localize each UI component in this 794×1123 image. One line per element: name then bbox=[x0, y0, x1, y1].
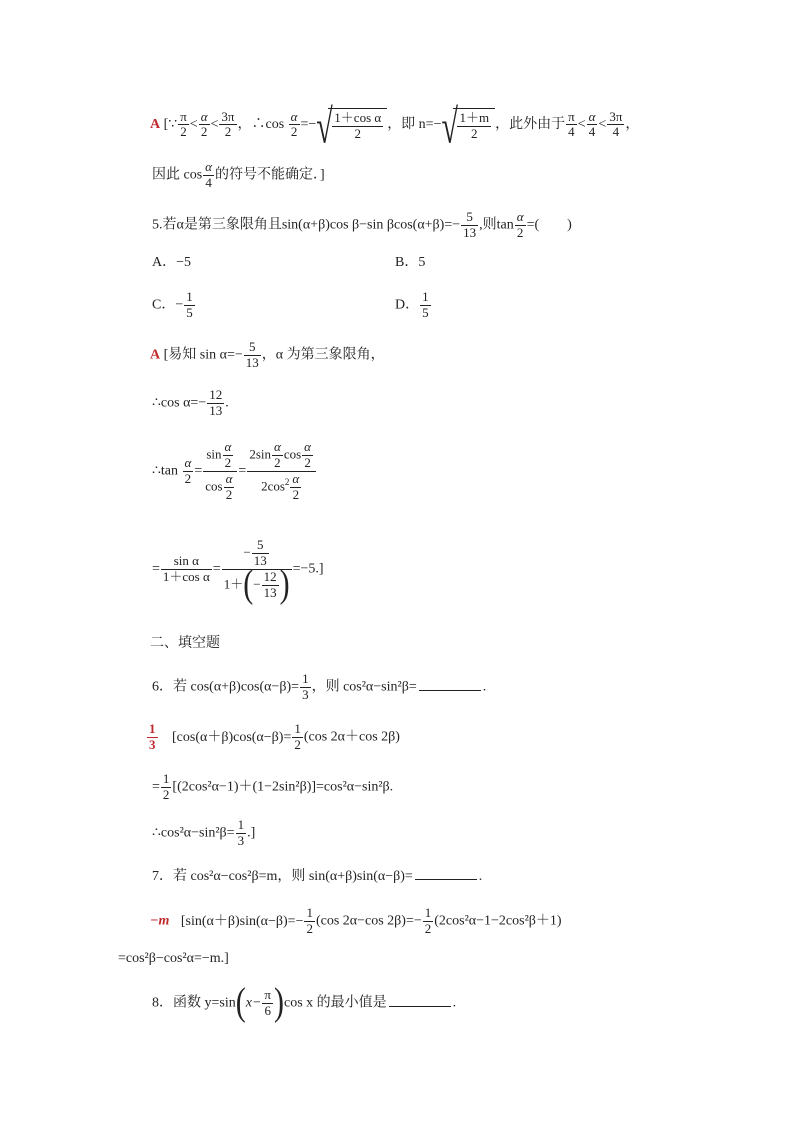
fraction: $\frac{1}{3}$ bbox=[302, 671, 309, 702]
fraction: $\frac{1}{2}$ bbox=[162, 771, 170, 802]
sqrt-expr: √ $\frac{\text{1＋cos α}}{2}$ bbox=[316, 108, 387, 142]
fraction: $\frac{\pi}{2}$ bbox=[180, 108, 187, 140]
q5-answer-line3: ∴tan $\frac{\alpha}{2}$ = sin $\frac{\alpha}{2}$ cos $\frac{\alpha}{2}$ = 2sin $\frac{\alpha}{2}$ cos $\frac{\alpha}{2}$ $2\cos^2$ $\frac{\alpha}{2}$ bbox=[152, 440, 317, 503]
fraction: $\frac{\alpha}{2}$ bbox=[290, 108, 298, 140]
fraction: $\frac{\alpha}{2}$ bbox=[184, 454, 192, 486]
fraction: $\frac{5}{13}$ bbox=[463, 209, 477, 240]
q4-answer-line1: A [∵ $\frac{\pi}{2}$ < $\frac{\alpha}{2}$ < $\frac{3\pi}{2}$ ，∴cos $\frac{\alpha}{2}$ =− √ $\frac{\text{1＋cos α}}{2}$ ，即 n=− √ $\frac{1+m}{2}$ ，此外由于 $\frac{\pi}{4}$ < $\frac{\alpha}{4}$ < $\frac{3\pi}{4}$ ， bbox=[150, 108, 639, 142]
section-title: 二、填空题 bbox=[150, 635, 220, 651]
answer-blank[interactable] bbox=[389, 1005, 451, 1007]
answer-letter: A bbox=[150, 117, 161, 133]
fraction: $\frac{\alpha}{4}$ bbox=[588, 108, 596, 140]
fraction: $\frac{1}{5}$ bbox=[186, 289, 193, 320]
q5-option-c[interactable]: C．− $\frac{1}{5}$ bbox=[152, 289, 193, 320]
fraction: $\frac{3\pi}{4}$ bbox=[609, 108, 623, 140]
fraction: $\frac{\alpha}{4}$ bbox=[205, 159, 212, 190]
answer-blank[interactable] bbox=[419, 689, 481, 691]
q8-stem: 8．函数 y=sin(x− $\frac{\pi}{6}$ )cos x 的最小值是 . bbox=[152, 981, 457, 1025]
answer-fraction: $\frac{1}{3}$ bbox=[149, 721, 156, 752]
fraction: $\frac{\text{sin α}}{\text{1＋cos α}}$ bbox=[162, 552, 210, 584]
q5-option-a[interactable]: A．−5 bbox=[152, 255, 192, 270]
fraction: $\frac{\pi}{6}$ bbox=[264, 987, 271, 1018]
q5-option-d[interactable]: D． $\frac{1}{5}$ bbox=[395, 289, 429, 320]
q5-answer-line2: ∴cos α=− $\frac{12}{13}$ . bbox=[152, 387, 229, 418]
q7-answer-line1: −m [sin(α＋β)sin(α−β)=− $\frac{1}{2}$ (cos 2α−cos 2β)=− $\frac{1}{2}$ (2cos²α−1−2cos²β＋1) bbox=[150, 905, 562, 936]
q7-stem: 7．若 cos²α−cos²β=m，则 sin(α+β)sin(α−β)= . bbox=[152, 869, 483, 884]
fraction: $\frac{1}{3}$ bbox=[237, 817, 245, 848]
q6-answer-line1: $\frac{1}{3}$ [cos(α＋β)cos(α−β)= $\frac{1}{2}$ (cos 2α＋cos 2β) bbox=[149, 721, 400, 752]
fraction: $\frac{3\pi}{2}$ bbox=[221, 108, 235, 140]
fraction: $\frac{1}{2}$ bbox=[424, 905, 432, 936]
big-fraction: 2sin $\frac{\alpha}{2}$ cos $\frac{\alpha}{2}$ $2\cos^2$ $\frac{\alpha}{2}$ bbox=[247, 440, 316, 503]
answer-value: −m bbox=[150, 913, 170, 929]
q6-answer-line2: = $\frac{1}{2}$ [(2cos²α−1)＋(1−2sin²β)]=cos²α−sin²β. bbox=[152, 771, 394, 802]
fraction: $\frac{\alpha}{2}$ bbox=[516, 209, 524, 240]
q5-answer-line1: A [易知 sin α=− $\frac{5}{13}$ ，α 为第三象限角， bbox=[150, 339, 385, 370]
fraction: $\frac{1}{2}$ bbox=[306, 905, 313, 936]
big-fraction: − $\frac{5}{13}$ 1＋(− $\frac{12}{13}$ ) bbox=[223, 537, 290, 607]
fraction: $\frac{\pi}{4}$ bbox=[568, 108, 575, 140]
q7-answer-line2: =cos²β−cos²α=−m.] bbox=[118, 951, 229, 966]
bracket-text: [∵ bbox=[163, 117, 178, 133]
q5-stem: 5.若α是第三象限角且sin(α+β)cos β−sin βcos(α+β)=− $\frac{5}{13}$ ,则tan $\frac{\alpha}{2}$ =( ) bbox=[152, 209, 572, 240]
fraction: $\frac{5}{13}$ bbox=[245, 339, 259, 370]
answer-letter: A bbox=[150, 347, 161, 363]
fraction: $\frac{1}{2}$ bbox=[294, 721, 301, 752]
q5-answer-line4: = $\frac{\text{sin α}}{\text{1＋cos α}}$ = − $\frac{5}{13}$ 1＋(− $\frac{12}{13}$ ) =−5.] bbox=[152, 537, 324, 607]
fraction: $\frac{12}{13}$ bbox=[209, 387, 223, 418]
q6-answer-line3: ∴cos²α−sin²β= $\frac{1}{3}$ .] bbox=[152, 817, 256, 848]
big-fraction: sin $\frac{\alpha}{2}$ cos $\frac{\alpha}{2}$ bbox=[203, 440, 237, 503]
q4-answer-line2: 因此 cos $\frac{\alpha}{4}$ 的符号不能确定．] bbox=[152, 159, 325, 190]
q6-stem: 6．若 cos(α+β)cos(α−β)= $\frac{1}{3}$ ，则 cos²α−sin²β= . bbox=[152, 671, 487, 702]
sqrt-expr: √ $\frac{1+m}{2}$ bbox=[441, 108, 495, 142]
answer-blank[interactable] bbox=[415, 878, 477, 880]
fraction: $\frac{1}{5}$ bbox=[422, 289, 429, 320]
fraction: $\frac{\alpha}{2}$ bbox=[200, 108, 208, 140]
q5-option-b[interactable]: B．5 bbox=[395, 255, 426, 270]
